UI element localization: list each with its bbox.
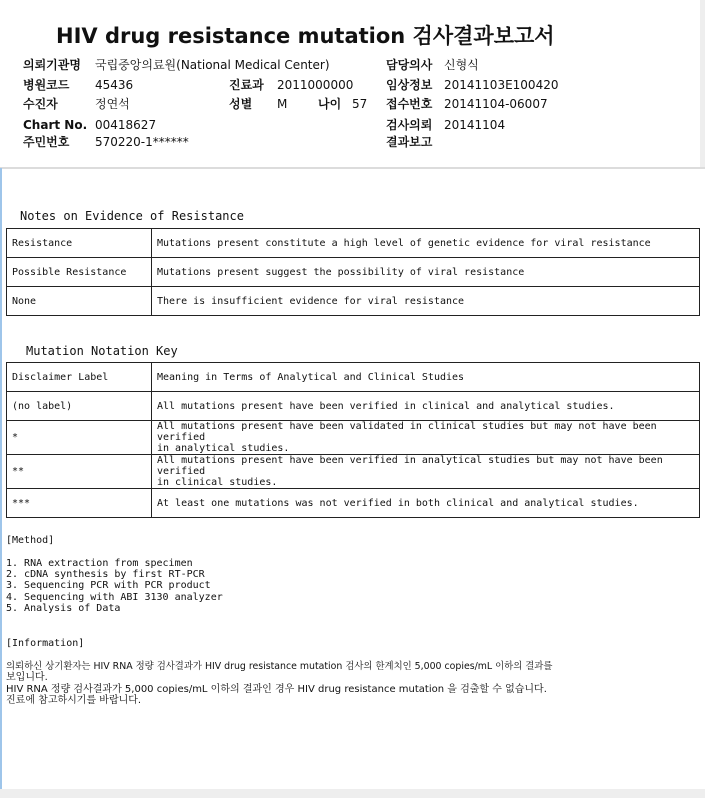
department-label: 진료과 [229, 78, 264, 92]
sex-label: 성별 [229, 97, 253, 111]
report-title: HIV drug resistance mutation 검사결과보고서 [56, 24, 555, 48]
sex-value: M [277, 97, 288, 111]
information-line: 의뢰하신 상기환자는 HIV RNA 정량 검사결과가 HIV drug resistance mutation 검사의 한계치인 5,000 copies/mL 이하의 결과를 [6, 661, 553, 672]
resident-no-value: 570220-1****** [95, 135, 189, 149]
age-value: 57 [352, 97, 368, 111]
evidence-label-cell: None [7, 287, 152, 316]
bottom-edge [0, 789, 705, 798]
evidence-text-cell: There is insufficient evidence for viral resistance [152, 287, 700, 316]
chart-no-label: Chart No. [23, 118, 88, 132]
table-row [7, 489, 700, 518]
left-border [0, 168, 2, 790]
information-line: 진료에 참고하시기를 바랍니다. [6, 695, 142, 706]
notation-text-cell: At least one mutations was not verified in both clinical and analytical studies. [152, 489, 700, 518]
receipt-no-label: 접수번호 [386, 97, 433, 111]
information-heading: [Information] [6, 638, 85, 649]
institution-label: 의뢰기관명 [23, 58, 81, 72]
method-step: 5. Analysis of Data [6, 603, 121, 614]
hospital-code-label: 병원코드 [23, 78, 70, 92]
department-value: 2011000000 [277, 78, 354, 92]
evidence-label-cell: Resistance [7, 229, 152, 258]
receipt-no-value: 20141104-06007 [444, 97, 548, 111]
table-row [7, 287, 700, 316]
chart-no-value: 00418627 [95, 118, 157, 132]
method-heading: [Method] [6, 535, 55, 546]
notation-label-cell: *** [7, 489, 152, 518]
notation-label-cell: ** [7, 455, 152, 489]
evidence-table [6, 228, 700, 316]
header-edge [700, 0, 705, 167]
clinical-info-value: 20141103E100420 [444, 78, 559, 92]
evidence-label-cell: Possible Resistance [7, 258, 152, 287]
request-label: 검사의뢰 [386, 118, 433, 132]
information-line: HIV RNA 정량 검사결과가 5,000 copies/mL 이하의 결과인 경우 HIV drug resistance mutation 을 검출할 수 없습니다. [6, 684, 547, 695]
notation-label-cell: (no label) [7, 392, 152, 421]
age-label: 나이 [318, 97, 342, 111]
institution-value: 국립중앙의료원(National Medical Center) [95, 58, 330, 72]
notation-text-cell [152, 455, 700, 489]
hospital-code-value: 45436 [95, 78, 134, 92]
patient-label: 수진자 [23, 97, 58, 111]
method-step: 1. RNA extraction from specimen [6, 558, 193, 569]
table-row [7, 258, 700, 287]
notation-text-cell [152, 421, 700, 455]
request-value: 20141104 [444, 118, 506, 132]
evidence-text-cell: Mutations present constitute a high level of genetic evidence for viral resistance [152, 229, 700, 258]
physician-value: 신형식 [444, 58, 479, 72]
notation-table [6, 362, 700, 518]
report-header [0, 0, 705, 169]
notation-text-line: All mutations present have been verified in analytical studies but may not have been verified [157, 455, 663, 477]
physician-label: 담당의사 [386, 58, 433, 72]
notation-text-line: All mutations present have been validated in clinical studies but may not have been verified [157, 421, 657, 443]
table-row [7, 455, 700, 489]
method-step: 3. Sequencing PCR with PCR product [6, 580, 211, 591]
method-step: 4. Sequencing with ABI 3130 analyzer [6, 592, 223, 603]
evidence-text-cell: Mutations present suggest the possibility of viral resistance [152, 258, 700, 287]
column-header-label: Disclaimer Label [7, 363, 152, 392]
column-header-meaning: Meaning in Terms of Analytical and Clinical Studies [152, 363, 700, 392]
notation-title: Mutation Notation Key [26, 344, 178, 358]
notation-text-line: in analytical studies. [157, 443, 290, 454]
report-label: 결과보고 [386, 135, 433, 149]
resident-no-label: 주민번호 [23, 135, 70, 149]
table-header-row [7, 363, 700, 392]
notation-text-line: in clinical studies. [157, 477, 278, 488]
method-step: 2. cDNA synthesis by first RT-PCR [6, 569, 205, 580]
patient-value: 정연석 [95, 97, 130, 111]
table-row [7, 229, 700, 258]
evidence-title: Notes on Evidence of Resistance [20, 209, 244, 223]
table-row [7, 392, 700, 421]
information-line: 보입니다. [6, 672, 48, 683]
table-row [7, 421, 700, 455]
notation-text-cell: All mutations present have been verified in clinical and analytical studies. [152, 392, 700, 421]
notation-label-cell: * [7, 421, 152, 455]
clinical-info-label: 임상정보 [386, 78, 433, 92]
